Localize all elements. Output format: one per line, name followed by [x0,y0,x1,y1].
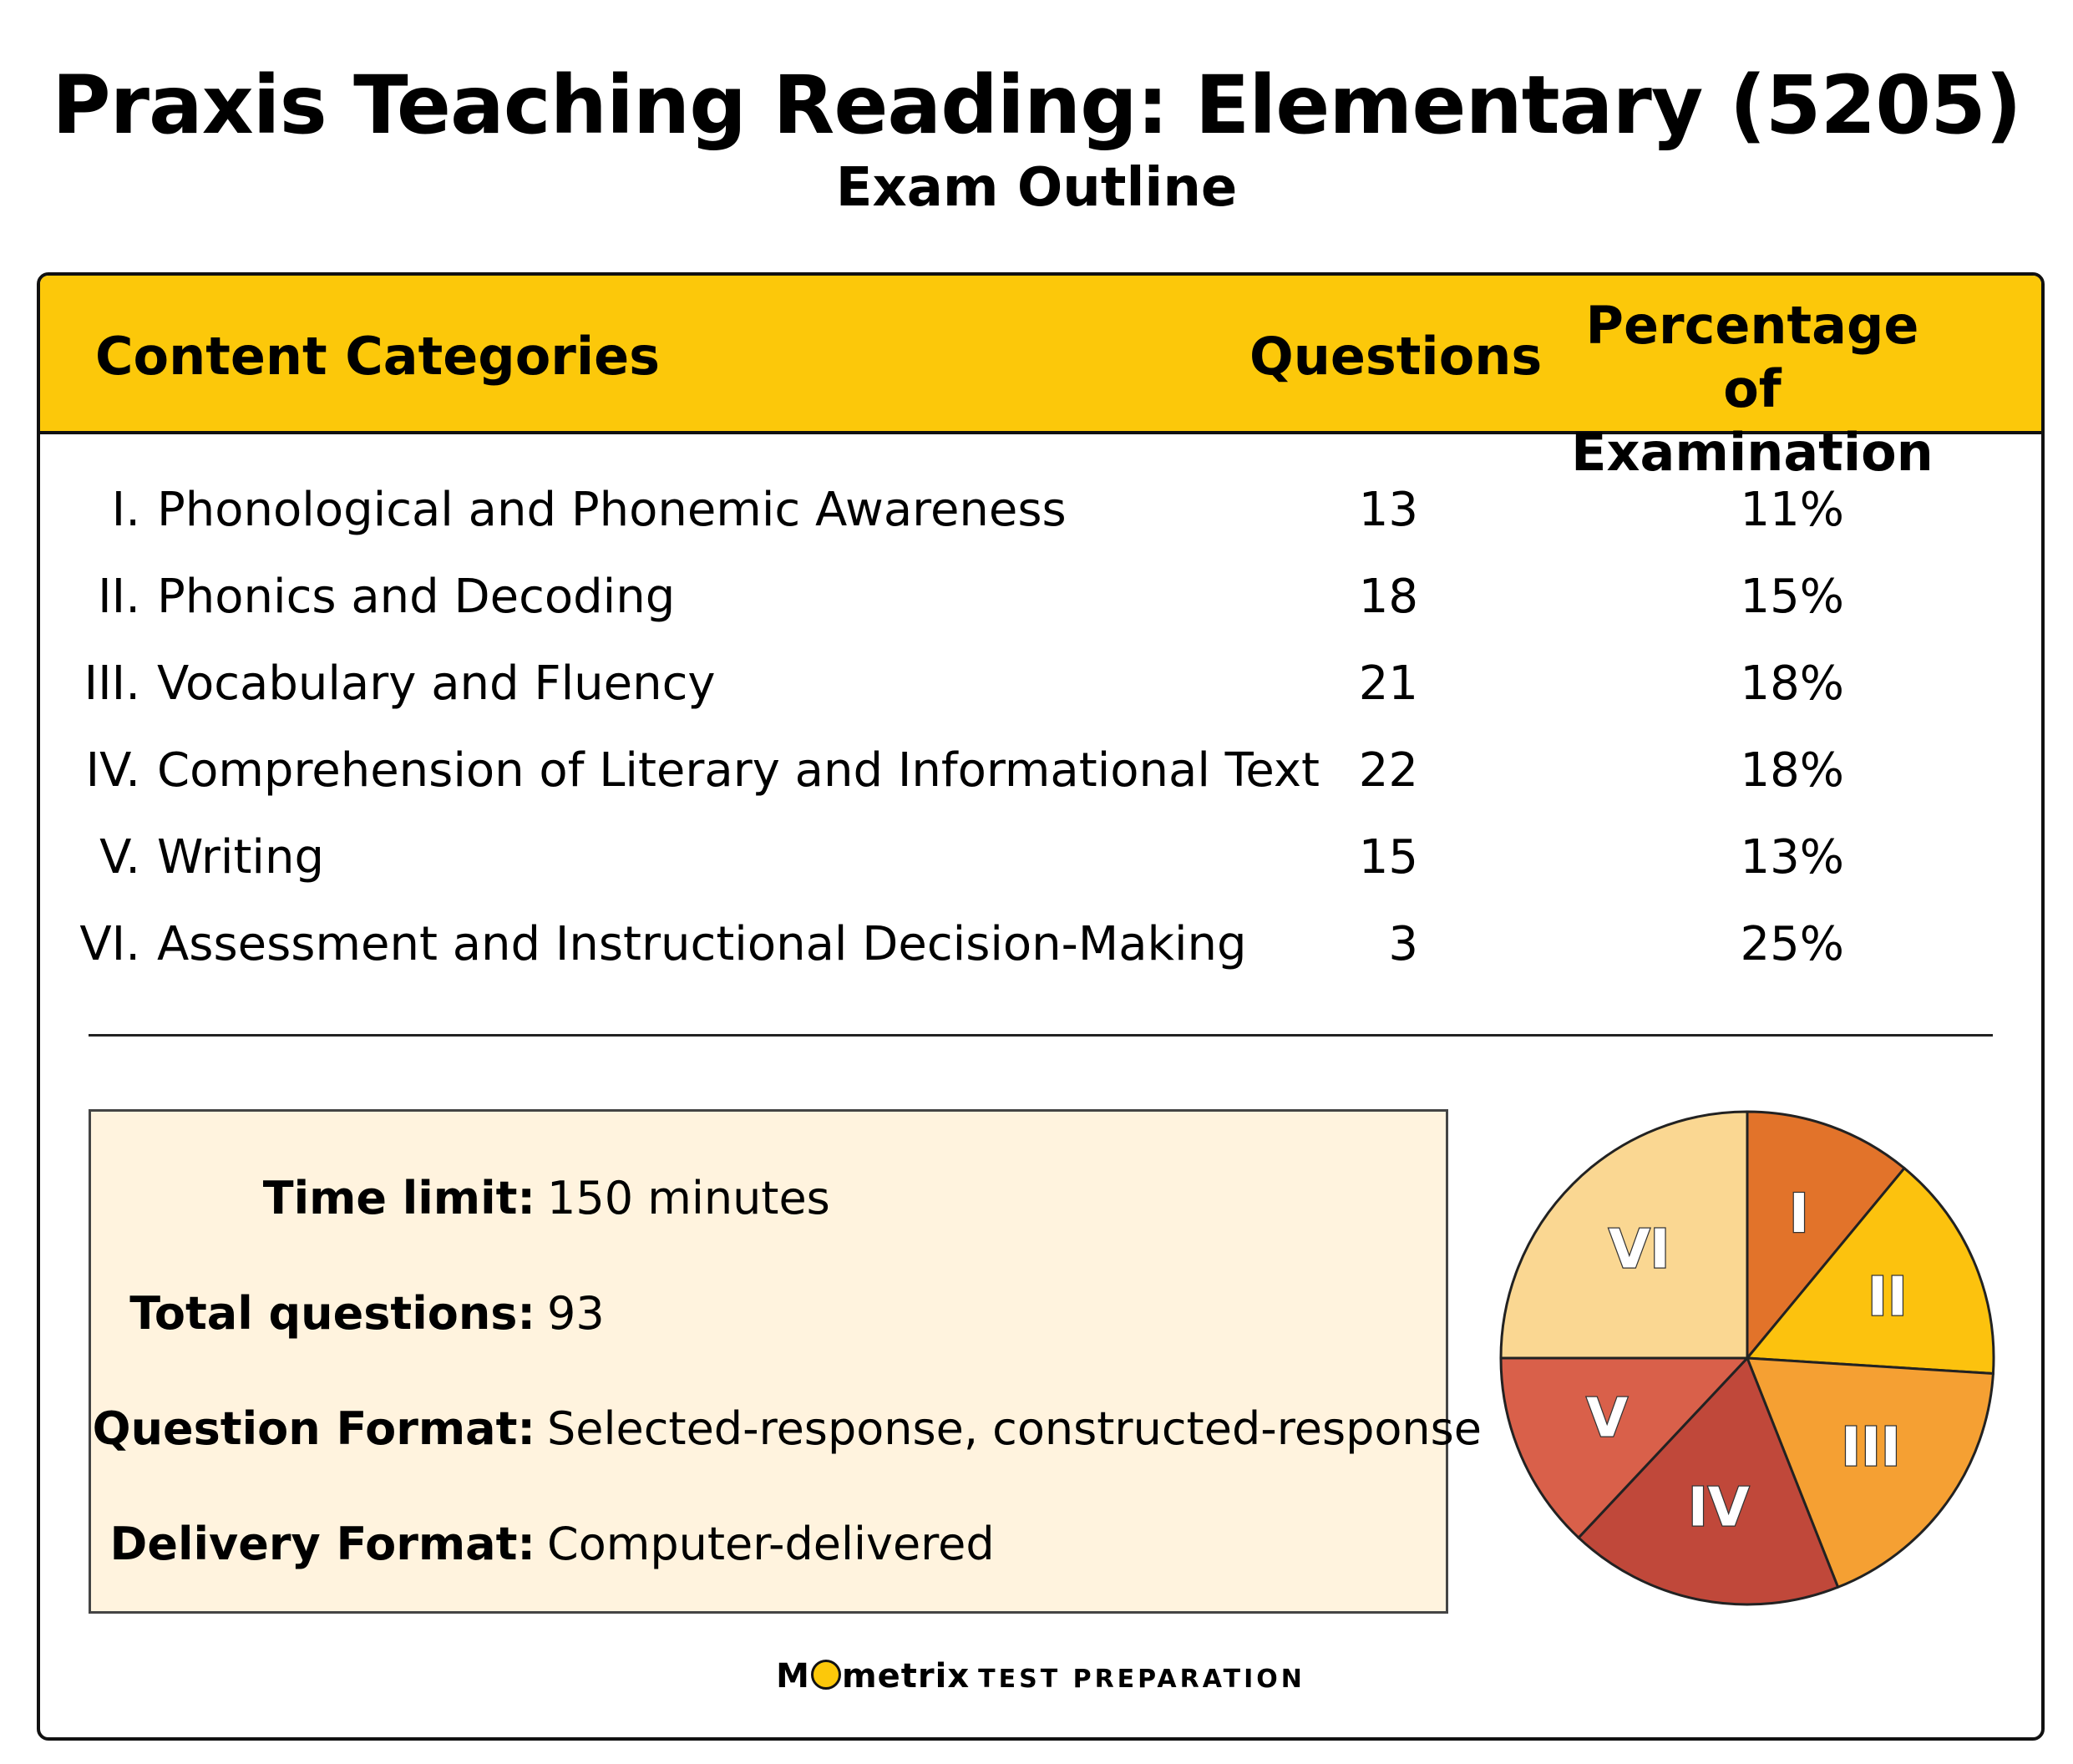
pie-label-II: II [1868,1266,1908,1329]
row-label: Vocabulary and Fluency [157,656,716,711]
pie-chart [1480,1091,2015,1625]
table-row [40,902,2041,989]
info-row-delivery [91,1509,1446,1576]
pie-label-I: I [1789,1183,1809,1245]
info-row-format [91,1394,1482,1461]
row-questions: 15 [1358,830,1418,885]
table-row [40,728,2041,815]
row-label: Phonics and Decoding [157,570,676,624]
delivery-format-label: Delivery Format: [109,1518,535,1570]
row-numeral: IV. [85,743,140,798]
exam-outline-card [37,272,2045,1741]
row-numeral: III. [84,656,140,711]
brand-name: M metrix [776,1657,971,1696]
header-percentage [1569,294,1936,484]
delivery-format-value: Computer-delivered [547,1518,995,1570]
row-numeral: V. [99,830,140,885]
table-row [40,468,2041,555]
table-row [40,641,2041,728]
row-percent: 25% [1740,917,1844,971]
info-row-total [91,1279,1446,1346]
row-questions: 22 [1358,743,1418,798]
row-questions: 13 [1358,483,1418,537]
brand-suffix: TEST PREPARATION [978,1665,1305,1694]
question-format-label: Question Format: [92,1402,535,1455]
section-divider [89,1034,1993,1037]
pie-label-IV: IV [1688,1477,1750,1539]
row-percent: 13% [1740,830,1844,885]
header-percentage-line1: Percentage of [1585,295,1919,419]
row-questions: 21 [1358,656,1418,711]
row-numeral: I. [111,483,140,537]
row-percent: 15% [1740,570,1844,624]
row-questions: 3 [1388,917,1418,971]
time-limit-label: Time limit: [262,1172,535,1224]
row-label: Comprehension of Literary and Informational Text [157,743,1320,798]
header-questions: Questions [1249,326,1543,387]
exam-info-box [89,1109,1482,1614]
check-icon [811,1660,841,1690]
pie-label-V: V [1586,1387,1628,1450]
row-label: Phonological and Phonemic Awareness [157,483,1067,537]
row-numeral: II. [98,570,140,624]
brand-logo [40,1657,2041,1696]
pie-label-III: III [1841,1417,1901,1479]
category-table [40,468,2041,989]
question-format-value: Selected-response, constructed-response [547,1402,1482,1455]
row-percent: 18% [1740,743,1844,798]
row-percent: 11% [1740,483,1844,537]
time-limit-value: 150 minutes [547,1172,830,1224]
header-content-categories: Content Categories [95,326,661,387]
row-questions: 18 [1358,570,1418,624]
row-label: Writing [157,830,324,885]
row-percent: 18% [1740,656,1844,711]
header-percentage-line2: Examination [1571,422,1934,483]
total-questions-label: Total questions: [129,1287,535,1340]
table-row [40,815,2041,902]
row-label: Assessment and Instructional Decision-Making [157,917,1247,971]
pie-label-VI: VI [1608,1219,1670,1281]
table-row [40,555,2041,641]
table-header [40,276,2041,483]
page-title: Praxis Teaching Reading: Elementary (5205) [52,58,2021,152]
page-subtitle: Exam Outline [835,157,1238,219]
row-numeral: VI. [79,917,140,971]
total-questions-value: 93 [547,1287,605,1340]
info-row-time [91,1163,1446,1230]
